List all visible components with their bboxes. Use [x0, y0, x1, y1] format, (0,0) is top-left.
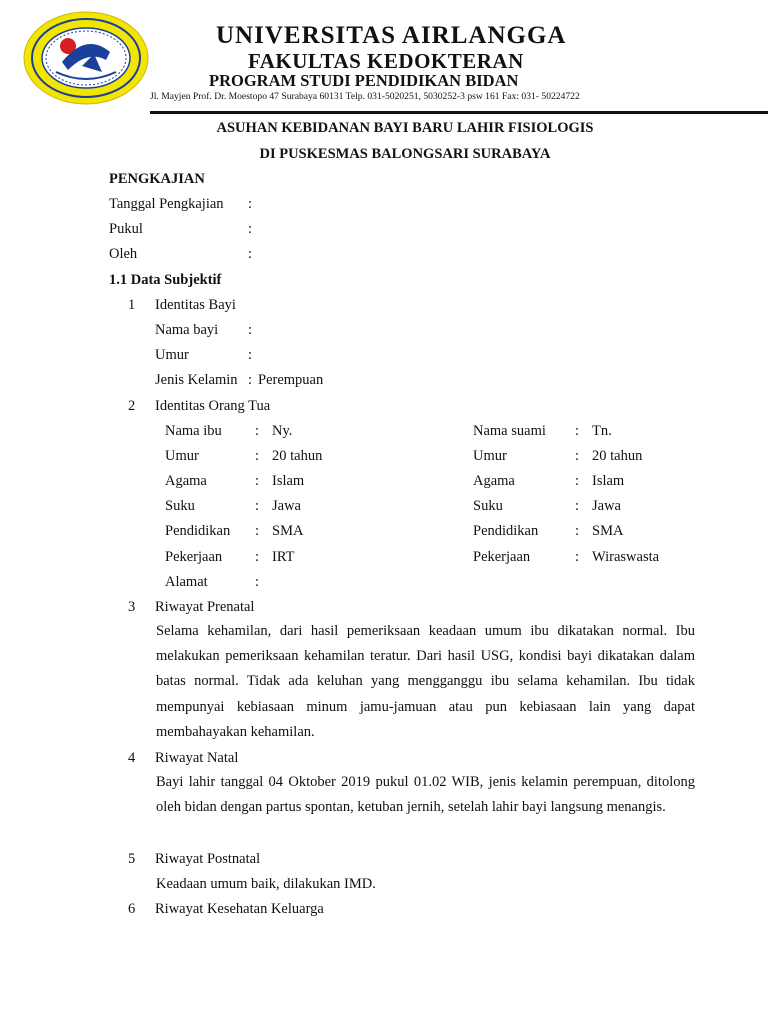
field-label: Pendidikan [165, 523, 231, 539]
item-title: Identitas Orang Tua [155, 398, 271, 414]
field-value: Jawa [272, 498, 301, 514]
field-separator: : [255, 574, 260, 590]
field-separator: : [255, 549, 260, 565]
field-separator: : [248, 246, 253, 262]
field-separator: : [248, 372, 253, 388]
field-label: Jenis Kelamin [155, 372, 238, 388]
field-label: Agama [473, 473, 515, 489]
field-value: Islam [272, 473, 305, 489]
field-value: Tn. [592, 423, 612, 439]
field-label: Oleh [109, 246, 138, 262]
natal-paragraph: Bayi lahir tanggal 04 Oktober 2019 pukul 01.02 WIB, jenis kelamin perempuan, ditolong oleh bidan dengan partus spontan, ketuban jernih, setelah lahir bayi langsung menangis. [156, 774, 695, 816]
pengkajian-heading: PENGKAJIAN [109, 171, 205, 187]
field-value: SMA [272, 523, 304, 539]
field-separator: : [255, 448, 260, 464]
item-title: Identitas Bayi [155, 297, 236, 313]
item-title: Riwayat Kesehatan Keluarga [155, 901, 324, 917]
address-line: Jl. Mayjen Prof. Dr. Moestopo 47 Surabaya 60131 Telp. 031-5020251, 5030252-3 psw 161 Fax: 031- 50224722 [150, 91, 580, 102]
item-number: 2 [128, 398, 136, 414]
section-heading-subjektif: 1.1 Data Subjektif [109, 272, 222, 288]
item-number: 5 [128, 851, 136, 867]
field-label: Suku [165, 498, 195, 514]
field-separator: : [575, 498, 580, 514]
field-value: 20 tahun [592, 448, 643, 464]
field-label: Nama bayi [155, 322, 219, 338]
faculty-name: FAKULTAS KEDOKTERAN [248, 49, 524, 73]
university-logo-icon [22, 10, 150, 106]
header-divider [150, 111, 768, 114]
field-value: SMA [592, 523, 624, 539]
prenatal-paragraph: Selama kehamilan, dari hasil pemeriksaan keadaan umum ibu dikatakan normal. Ibu melakukan pemeriksaan kehamilan teratur. Dari hasil USG, kondisi bayi dikatakan dalam batas normal. Tidak ada keluhan yang mengganggu ibu selama kehamilan. Ibu tidak mempunyai kebiasaan minum jamu-jamuan atau pun kebiasaan lain yang dapat membahayakan kehamilan. [156, 623, 695, 740]
field-separator: : [248, 196, 253, 212]
doc-title-line2: DI PUSKESMAS BALONGSARI SURABAYA [259, 146, 551, 162]
item-number: 6 [128, 901, 136, 917]
field-separator: : [575, 549, 580, 565]
field-label: Pekerjaan [473, 549, 531, 565]
field-label: Alamat [165, 574, 208, 590]
postnatal-paragraph: Keadaan umum baik, dilakukan IMD. [156, 876, 376, 892]
field-label: Nama suami [473, 423, 546, 439]
field-value: Ny. [272, 423, 293, 439]
item-number: 3 [128, 599, 136, 615]
item-number: 4 [128, 750, 136, 766]
field-value: Perempuan [258, 372, 324, 388]
item-title: Riwayat Natal [155, 750, 239, 766]
field-label: Pekerjaan [165, 549, 223, 565]
field-label: Pendidikan [473, 523, 539, 539]
field-separator: : [248, 322, 253, 338]
field-separator: : [248, 221, 253, 237]
field-separator: : [255, 498, 260, 514]
field-label: Suku [473, 498, 503, 514]
field-label: Tanggal Pengkajian [109, 196, 224, 212]
field-separator: : [575, 473, 580, 489]
field-label: Agama [165, 473, 207, 489]
field-value: 20 tahun [272, 448, 323, 464]
field-label: Umur [473, 448, 507, 464]
field-separator: : [255, 523, 260, 539]
field-value: Wiraswasta [592, 549, 660, 565]
field-label: Pukul [109, 221, 143, 237]
field-separator: : [575, 523, 580, 539]
field-label: Umur [165, 448, 199, 464]
field-separator: : [575, 423, 580, 439]
university-name: UNIVERSITAS AIRLANGGA [216, 22, 567, 49]
doc-title-line1: ASUHAN KEBIDANAN BAYI BARU LAHIR FISIOLOGIS [216, 120, 594, 136]
program-name: PROGRAM STUDI PENDIDIKAN BIDAN [209, 71, 519, 90]
field-label: Nama ibu [165, 423, 222, 439]
item-title: Riwayat Postnatal [155, 851, 261, 867]
field-separator: : [255, 423, 260, 439]
field-separator: : [255, 473, 260, 489]
field-value: IRT [272, 549, 295, 565]
field-label: Umur [155, 347, 189, 363]
field-value: Islam [592, 473, 625, 489]
item-title: Riwayat Prenatal [155, 599, 255, 615]
item-number: 1 [128, 297, 136, 313]
field-separator: : [248, 347, 253, 363]
field-value: Jawa [592, 498, 621, 514]
field-separator: : [575, 448, 580, 464]
